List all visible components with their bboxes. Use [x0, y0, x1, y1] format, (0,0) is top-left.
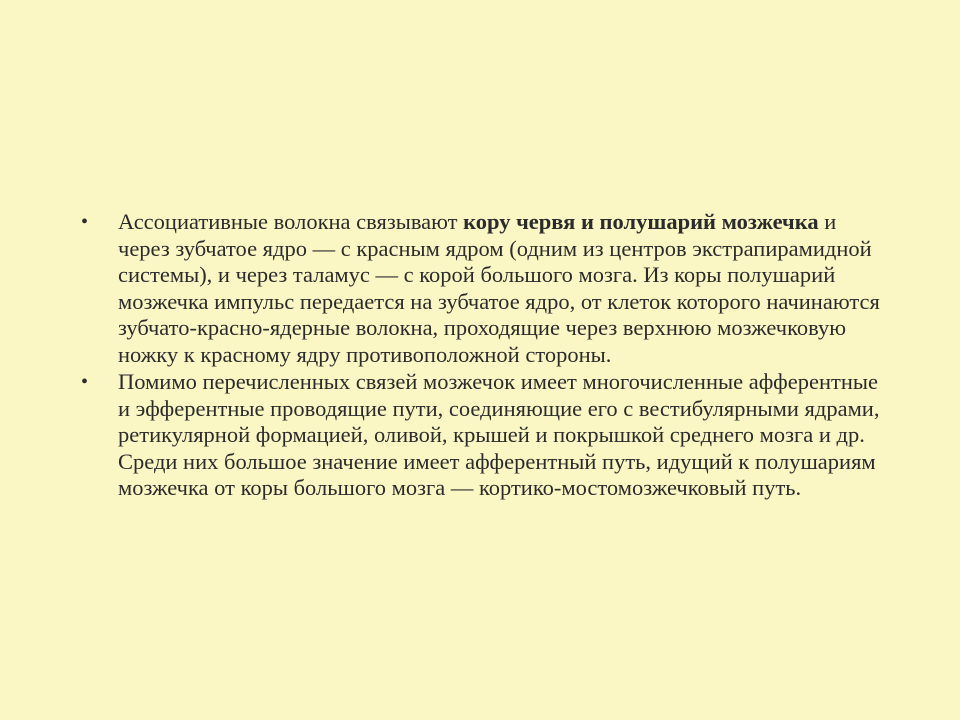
- bullet-text-body: и через зубчатое ядро — с красным ядром (одним из центров экстрапирамидной системы), и через таламус — с корой большого мозга. Из коры полушарий мозжечка импульс передается на зубчатое ядро, от клеток которого начинаются зубчато-красно-ядерные волокна, проходящие через верхнюю мозжечковую ножку к красному ядру противоположной стороны.: [118, 209, 880, 367]
- bullet-icon: •: [81, 371, 89, 393]
- bullet-text-body: Помимо перечисленных связей мозжечок имеет многочисленные афферентные и эфферентные проводящие пути, соединяющие его с вестибулярными ядрами, ретикулярной формацией, оливой, крышей и покрышкой среднего мозга и др. Среди них большое значение имеет афферентный путь, идущий к полушариям мозжечка от коры большого мозга — кортико-мостомозжечковый путь.: [118, 369, 880, 500]
- bullet-item-pathways: [80, 369, 880, 502]
- bullet-icon: •: [81, 211, 89, 233]
- bullet-list: [80, 209, 880, 503]
- bullet-text-intro: Ассоциативные волокна связывают: [118, 209, 464, 234]
- bullet-item-association-fibers: [80, 209, 880, 368]
- bullet-text-emphasis: кору червя и полушарий мозжечка: [463, 209, 819, 234]
